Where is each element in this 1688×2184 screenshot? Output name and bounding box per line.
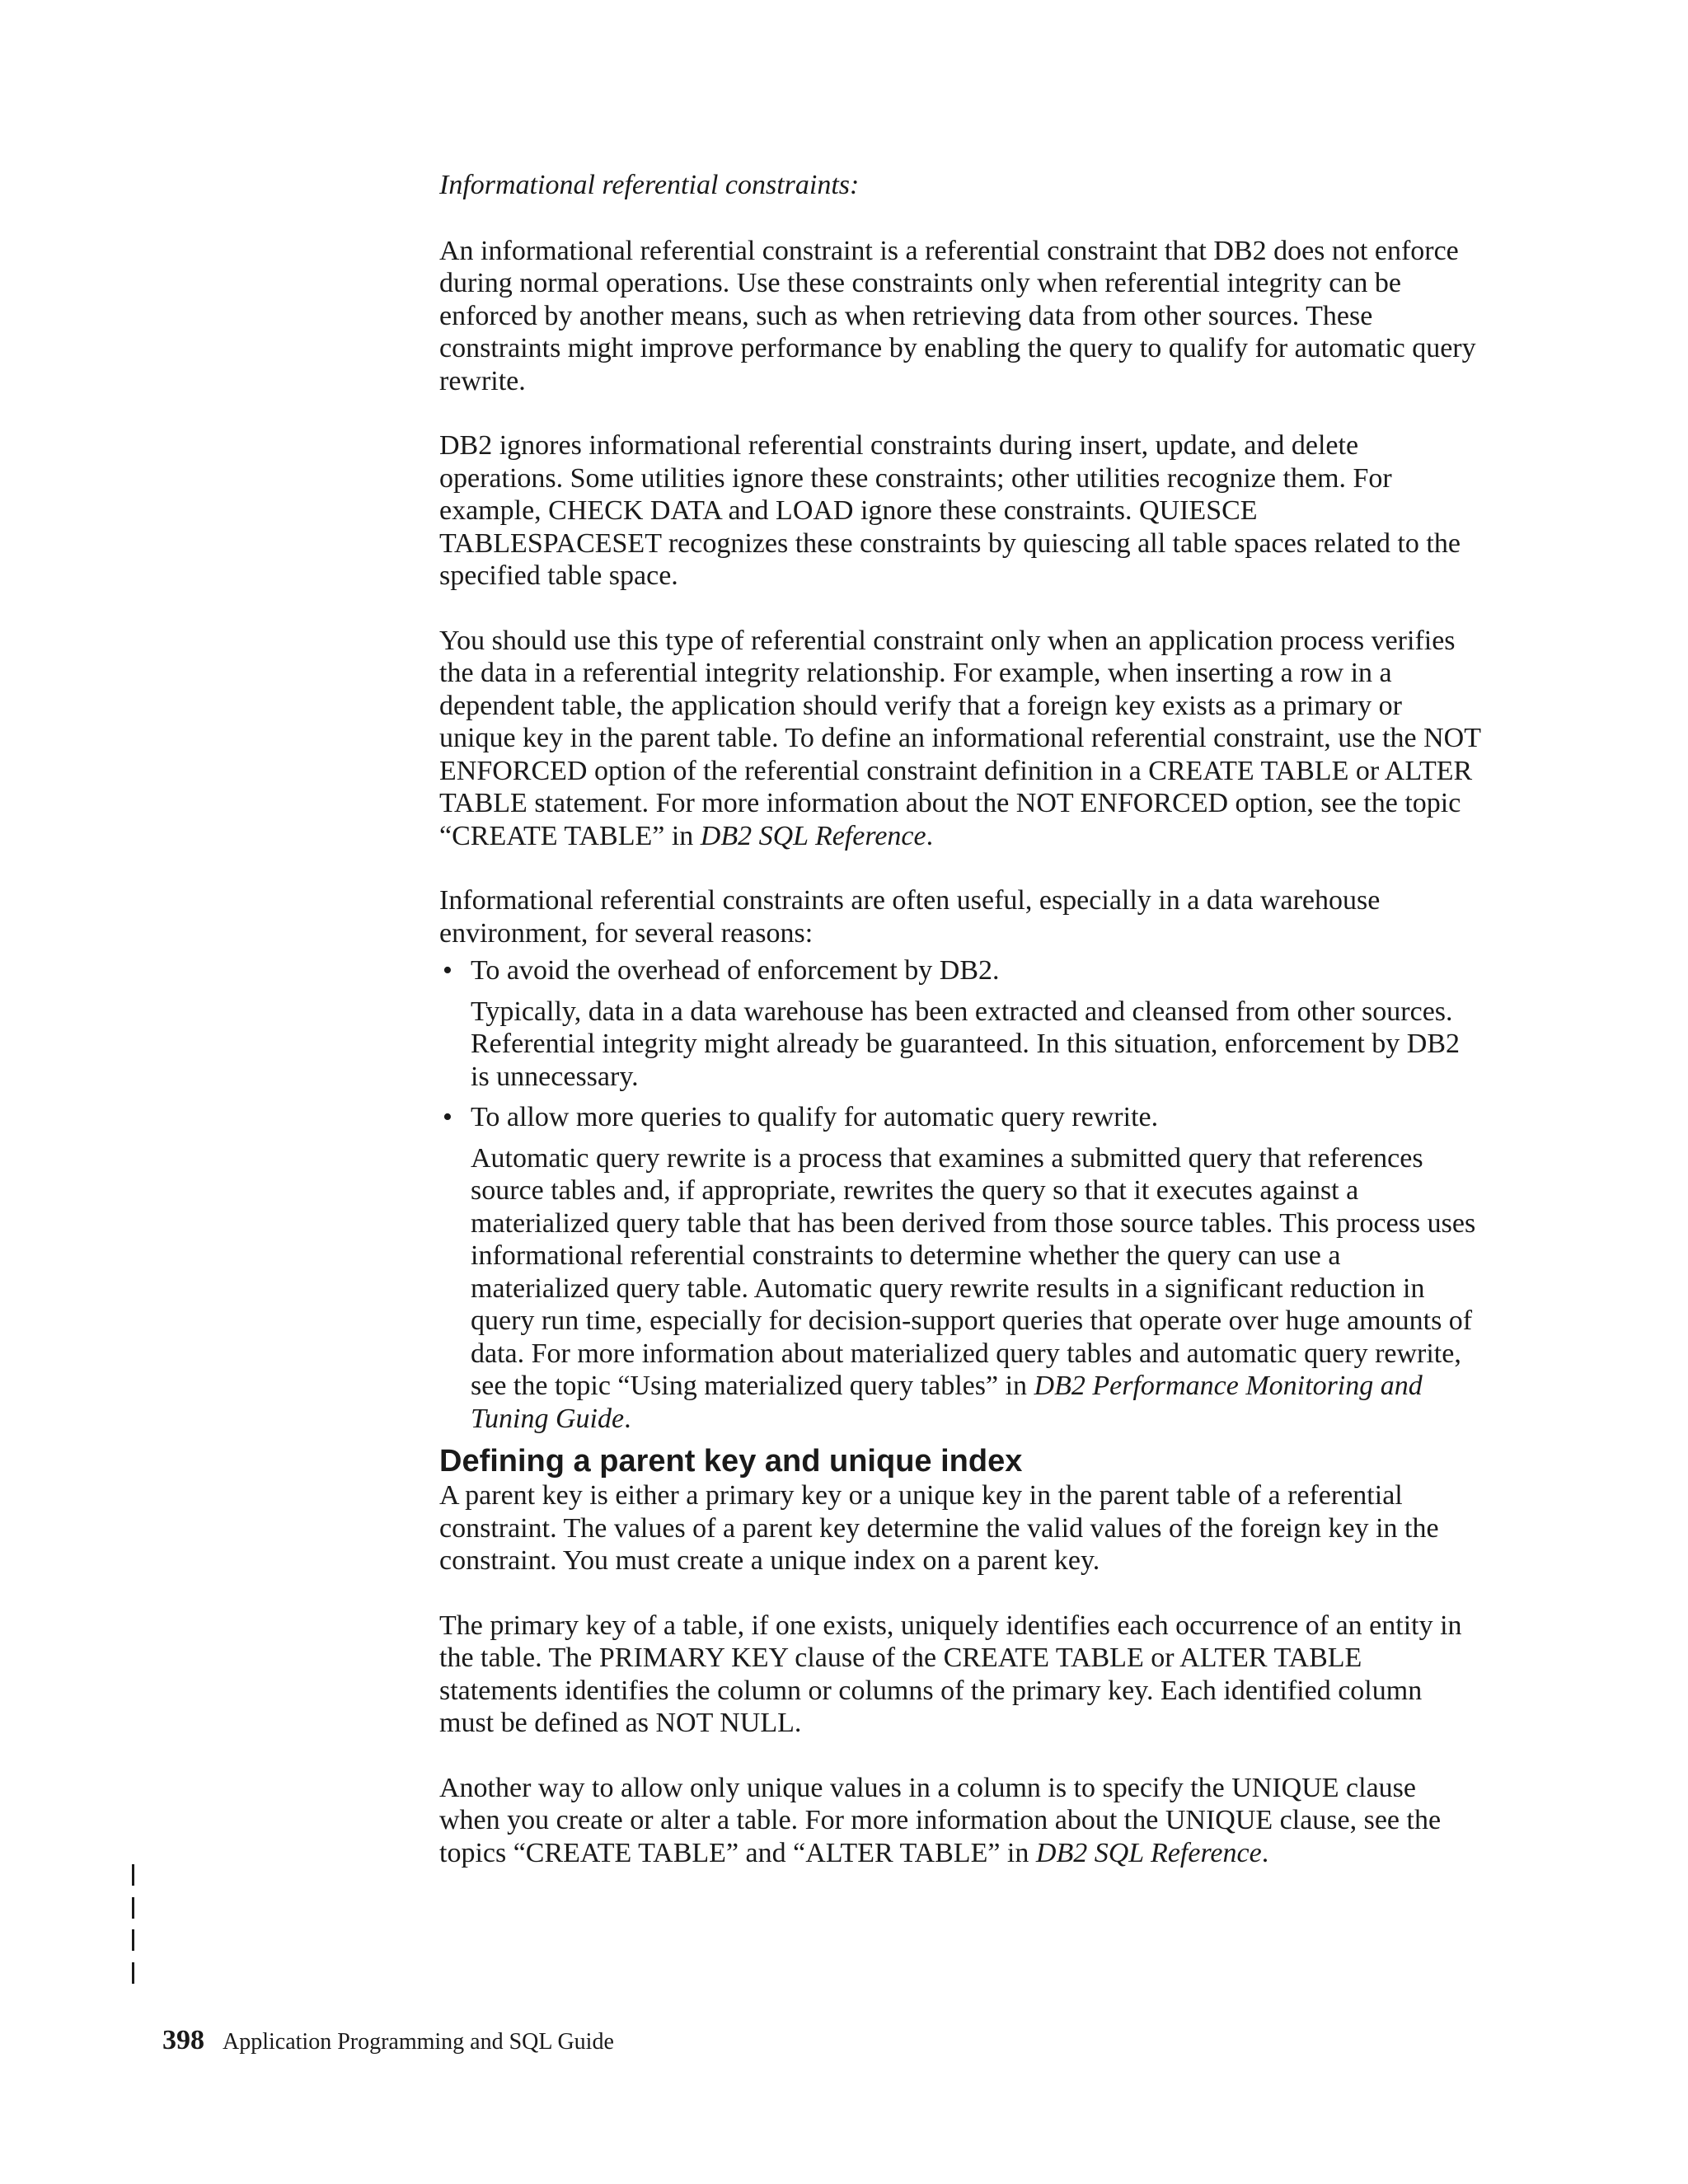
paragraph-text: Another way to allow only unique values in a column is to specify the UNIQUE clause when you create or alter a table. For more information about the UNIQUE clause, see the topics “CREATE TABLE” and “ALTER TABLE” in (439, 1772, 1442, 1868)
list-item-detail-end: . (624, 1403, 631, 1434)
bullet-marker: • (443, 955, 452, 986)
page-number: 398 (162, 2025, 204, 2055)
list-item (439, 1101, 1482, 1435)
list-item (439, 954, 1482, 1093)
list-item-detail (471, 1142, 1482, 1436)
book-reference: DB2 Performance Monitoring and Tuning Guide (471, 1371, 1423, 1434)
change-bar (132, 1897, 134, 1919)
change-bar (132, 1864, 134, 1886)
book-reference: DB2 SQL Reference (700, 820, 926, 851)
list-item-lead: To allow more queries to qualify for automatic query rewrite. (471, 1102, 1159, 1132)
page-body (439, 169, 1482, 1901)
paragraph: DB2 ignores informational referential constraints during insert, update, and delete operations. Some utilities ignore these constraints; other utilities recognize them. For example, CHECK DATA and LOAD ignore these constraints. QUIESCE TABLESPACESET recognizes these constraints by quiescing all table spaces related to the specified table space. (439, 430, 1461, 591)
paragraph: Informational referential constraints are often useful, especially in a data warehouse environment, for several reasons: (439, 885, 1381, 949)
paragraph: A parent key is either a primary key or a unique key in the parent table of a referential constraint. The values of a parent key determine the valid values of the foreign key in the constraint. You must create a unique index on a parent key. (439, 1480, 1439, 1576)
section-heading: Defining a parent key and unique index (439, 1444, 1023, 1479)
list-item-detail: Typically, data in a data warehouse has been extracted and cleansed from other sources. Referential integrity might already be guaranteed. In this situation, enforcement by DB2 is unnecessary. (471, 996, 1461, 1092)
revision-change-bars (132, 1864, 137, 1994)
paragraph: The primary key of a table, if one exists, uniquely identifies each occurrence of an entity in the table. The PRIMARY KEY clause of the CREATE TABLE or ALTER TABLE statements identifies the column or columns of the primary key. Each identified column must be defined as NOT NULL. (439, 1610, 1462, 1738)
bullet-marker: • (443, 1102, 452, 1132)
change-bar (132, 1962, 134, 1984)
reasons-list (439, 954, 1482, 1435)
paragraph: An informational referential constraint is a referential constraint that DB2 does not enforce during normal operations. Use these constraints only when referential integrity can be enforced by another means, such as when retrieving data from other sources. These constraints might improve performance by enabling the query to qualify for automatic query rewrite. (439, 235, 1476, 396)
list-item-detail-text: Automatic query rewrite is a process that examines a submitted query that references source tables and, if appropriate, rewrites the query so that it executes against a materialized query table that has been derived from those source tables. This process uses informational referential constraints to determine whether the query can use a materialized query table. Automatic query rewrite results in a significant reduction in query run time, especially for decision-support queries that operate over huge amounts of data. For more information about materialized query tables and automatic query rewrite, see the topic “Using materialized query tables” in (471, 1142, 1476, 1401)
paragraph (439, 1772, 1482, 1870)
paragraph-end: . (1261, 1837, 1269, 1868)
paragraph-end: . (926, 820, 934, 851)
list-item-lead: To avoid the overhead of enforcement by DB2. (471, 955, 1000, 986)
book-reference: DB2 SQL Reference (1035, 1837, 1262, 1868)
page-footer (162, 2026, 614, 2057)
change-bar (132, 1929, 134, 1951)
book-title: Application Programming and SQL Guide (223, 2029, 614, 2055)
paragraph (439, 625, 1482, 853)
paragraph-text: You should use this type of referential constraint only when an application process verifies the data in a referential integrity relationship. For example, when inserting a row in a dependent table, the application should verify that a foreign key exists as a primary or unique key in the parent table. To define an informational referential constraint, use the NOT ENFORCED option of the referential constraint definition in a CREATE TABLE or ALTER TABLE statement. For more information about the NOT ENFORCED option, see the topic “CREATE TABLE” in (439, 625, 1481, 851)
subheading: Informational referential constraints: (439, 170, 860, 200)
